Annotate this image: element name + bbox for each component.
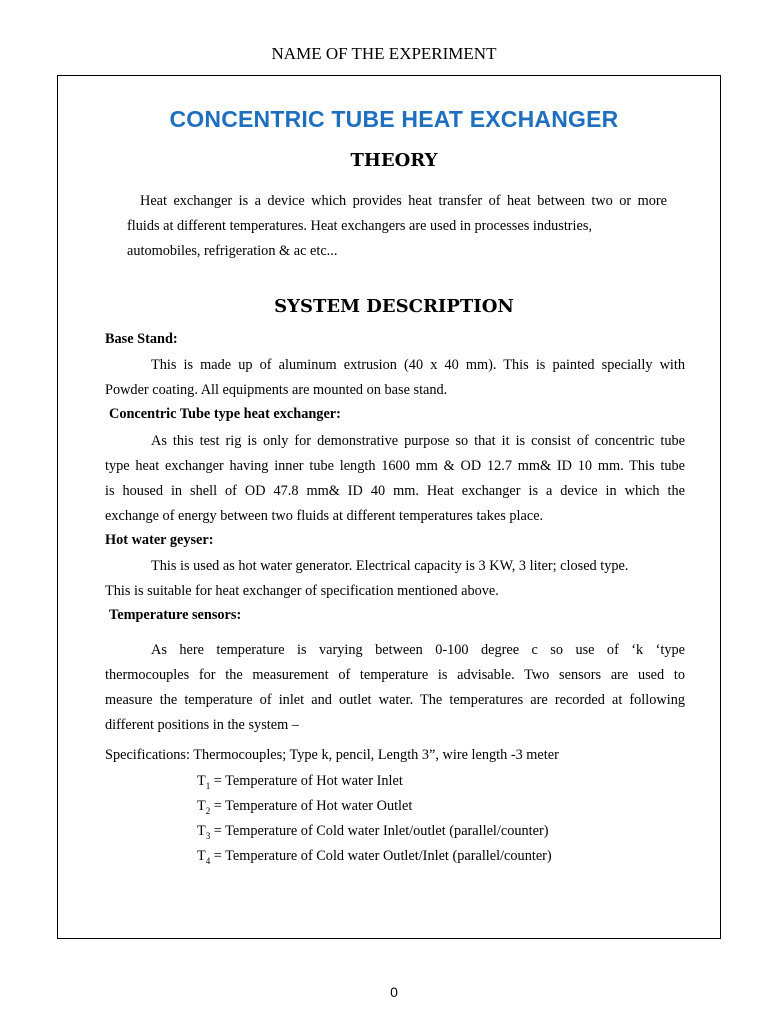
- temperature-item: $T_1$ = Temperature of Hot water Inlet: [197, 773, 403, 791]
- theory-line: automobiles, refrigeration & ac etc...: [127, 243, 338, 259]
- sensors-paragraph: [105, 638, 685, 738]
- sensors-line: As here temperature is varying between 0-100 degree c so use of ‘k ‘type: [151, 642, 685, 658]
- temperature-item: $T_4$ = Temperature of Cold water Outlet/Inlet (parallel/counter): [197, 848, 552, 866]
- heat-exchanger-title: Concentric Tube type heat exchanger:: [109, 406, 341, 422]
- theory-line: fluids at different temperatures. Heat exchangers are used in processes industries,: [127, 218, 593, 234]
- geyser-line: This is used as hot water generator. Electrical capacity is 3 KW, 3 liter; closed type.: [151, 558, 629, 574]
- temperature-item: $T_2$ = Temperature of Hot water Outlet: [197, 798, 413, 816]
- sensors-line: measure the temperature of inlet and outlet water. The temperatures are recorded at following: [105, 692, 685, 708]
- base-stand-title: Base Stand:: [105, 331, 178, 347]
- heat-exchanger-line: As this test rig is only for demonstrative purpose so that it is consist of concentric tube: [151, 433, 685, 449]
- heat-exchanger-paragraph: [105, 429, 685, 529]
- document-title: CONCENTRIC TUBE HEAT EXCHANGER: [169, 106, 619, 132]
- heat-exchanger-line: type heat exchanger having inner tube length 1600 mm & OD 12.7 mm& ID 10 mm. This tube: [105, 458, 685, 474]
- theory-line: Heat exchanger is a device which provides heat transfer of heat between two or more: [140, 193, 667, 209]
- theory-paragraph: [127, 189, 667, 264]
- base-stand-line: Powder coating. All equipments are mounted on base stand.: [105, 382, 448, 398]
- geyser-paragraph: [105, 554, 685, 604]
- heat-exchanger-line: is housed in shell of OD 47.8 mm& ID 40 mm. Heat exchanger is a device in which the: [105, 483, 685, 499]
- sensors-title: Temperature sensors:: [109, 607, 242, 623]
- base-stand-line: This is made up of aluminum extrusion (40 x 40 mm). This is painted specially with: [151, 357, 685, 373]
- specifications-line: Specifications: Thermocouples; Type k, pencil, Length 3”, wire length -3 meter: [105, 747, 559, 763]
- theory-heading: THEORY: [350, 150, 438, 171]
- sensors-line: different positions in the system –: [105, 717, 299, 733]
- system-description-heading: SYSTEM DESCRIPTION: [274, 296, 514, 317]
- page-header-title: NAME OF THE EXPERIMENT: [271, 44, 497, 63]
- sensors-line: thermocouples for the measurement of temperature is advisable. Two sensors are used to: [105, 667, 685, 683]
- heat-exchanger-line: exchange of energy between two fluids at different temperatures takes place.: [105, 508, 544, 524]
- base-stand-paragraph: [105, 353, 685, 403]
- geyser-title: Hot water geyser:: [105, 532, 214, 548]
- geyser-line: This is suitable for heat exchanger of specification mentioned above.: [105, 583, 499, 599]
- temperature-item: $T_3$ = Temperature of Cold water Inlet/outlet (parallel/counter): [197, 823, 549, 841]
- page-number: 0: [390, 984, 398, 1000]
